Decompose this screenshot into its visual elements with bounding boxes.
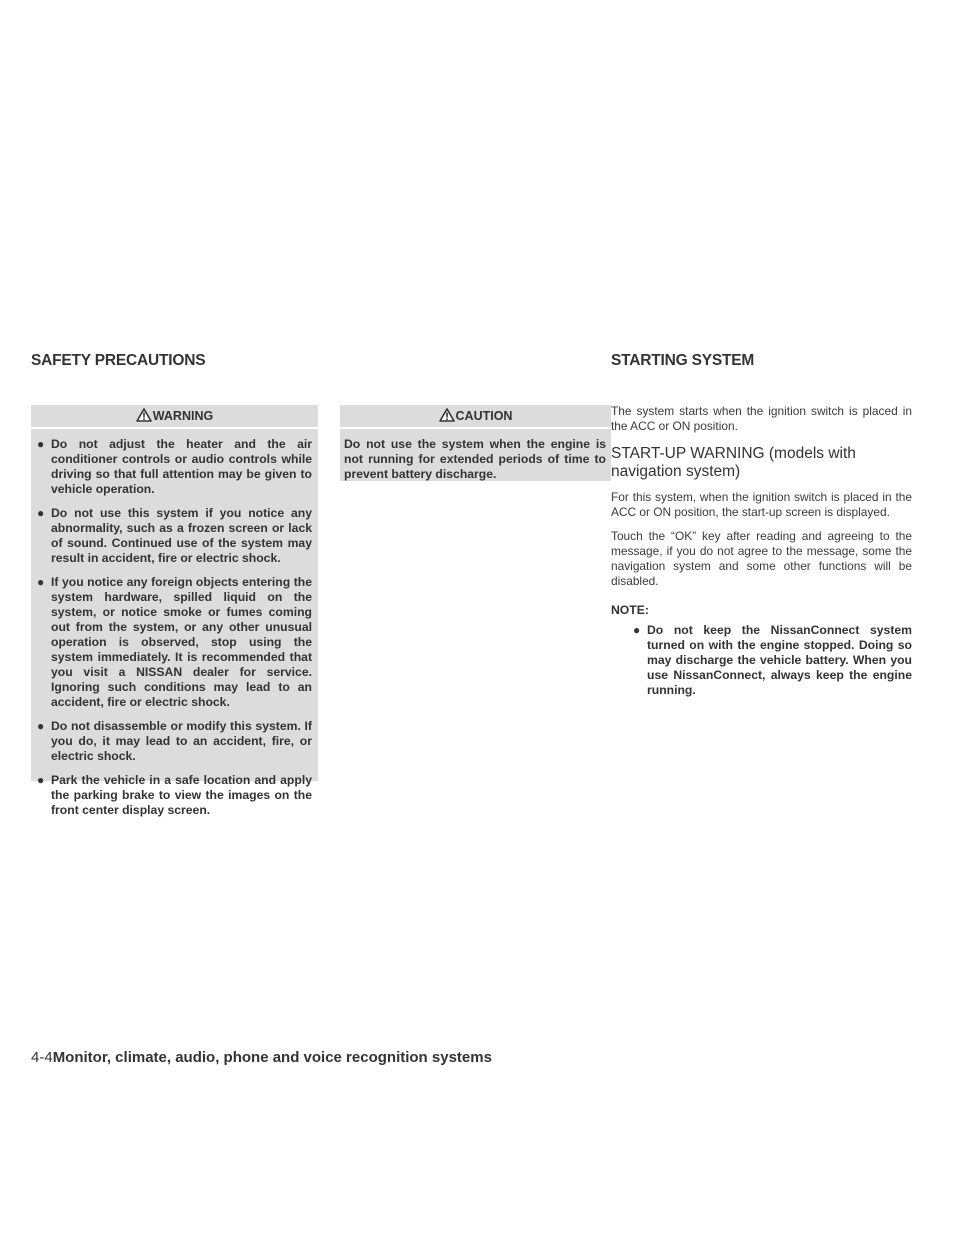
bullet: ● bbox=[37, 575, 45, 589]
warning-box bbox=[31, 405, 318, 817]
startup-warning-subheading: START-UP WARNING (models with navigation system) bbox=[611, 445, 856, 480]
bullet: ● bbox=[37, 719, 45, 733]
warning-item-text: Do not disassemble or modify this system. If you do, it may lead to an accident, fire, or electric shock. bbox=[51, 719, 312, 763]
caution-title bbox=[340, 405, 611, 429]
note-label: NOTE: bbox=[611, 603, 649, 617]
note-list bbox=[611, 623, 912, 698]
section-heading-safety-precautions: SAFETY PRECAUTIONS bbox=[31, 352, 206, 369]
warning-item-text: Park the vehicle in a safe location and apply the parking brake to view the images on the front center display screen. bbox=[51, 773, 312, 817]
bullet: ● bbox=[633, 623, 641, 637]
warning-item bbox=[37, 506, 312, 566]
page-footer bbox=[31, 1049, 492, 1066]
warning-triangle-icon bbox=[439, 408, 455, 422]
warning-item bbox=[37, 575, 312, 710]
warning-item-text: Do not use this system if you notice any abnormality, such as a frozen screen or lack of sound. Continued use of the system may result in accident, fire or electric shock. bbox=[51, 506, 312, 565]
startup-paragraph: For this system, when the ignition switch is placed in the ACC or ON position, the start-up screen is displayed. bbox=[611, 490, 912, 519]
warning-title bbox=[31, 405, 318, 429]
page-number: 4-4 bbox=[31, 1049, 53, 1066]
starting-system-column bbox=[611, 404, 912, 698]
note-item-text: Do not keep the NissanConnect system turned on with the engine stopped. Doing so may discharge the vehicle battery. When you use NissanConnect, always keep the engine running. bbox=[647, 623, 912, 697]
warning-list bbox=[31, 429, 318, 818]
ok-key-paragraph: Touch the “OK” key after reading and agreeing to the message, if you do not agree to the message, some the navigation system and some other functions will be disabled. bbox=[611, 529, 912, 588]
note-item bbox=[633, 623, 912, 698]
bullet: ● bbox=[37, 506, 45, 520]
warning-item bbox=[37, 773, 312, 818]
bullet: ● bbox=[37, 437, 45, 451]
chapter-title: Monitor, climate, audio, phone and voice recognition systems bbox=[52, 1049, 492, 1066]
caution-title-text: CAUTION bbox=[455, 409, 513, 423]
warning-item-text: If you notice any foreign objects entering the system hardware, spilled liquid on the system, or notice smoke or fumes coming out from the system, or any other unusual operation is observed, stop using the system immediately. It is recommended that you visit a NISSAN dealer for service. Ignoring such conditions may lead to an accident, fire or electric shock. bbox=[51, 575, 312, 709]
warning-item bbox=[37, 437, 312, 497]
warning-title-text: WARNING bbox=[152, 409, 214, 423]
warning-item-text: Do not adjust the heater and the air conditioner controls or audio controls while driving so that full attention may be given to vehicle operation. bbox=[51, 437, 312, 496]
section-heading-starting-system: STARTING SYSTEM bbox=[611, 352, 755, 369]
warning-item bbox=[37, 719, 312, 764]
intro-paragraph: The system starts when the ignition switch is placed in the ACC or ON position. bbox=[611, 404, 912, 433]
warning-triangle-icon bbox=[136, 408, 152, 422]
bullet: ● bbox=[37, 773, 45, 787]
caution-box bbox=[340, 405, 611, 481]
caution-text: Do not use the system when the engine is not running for extended periods of time to prevent battery discharge. bbox=[344, 437, 606, 481]
